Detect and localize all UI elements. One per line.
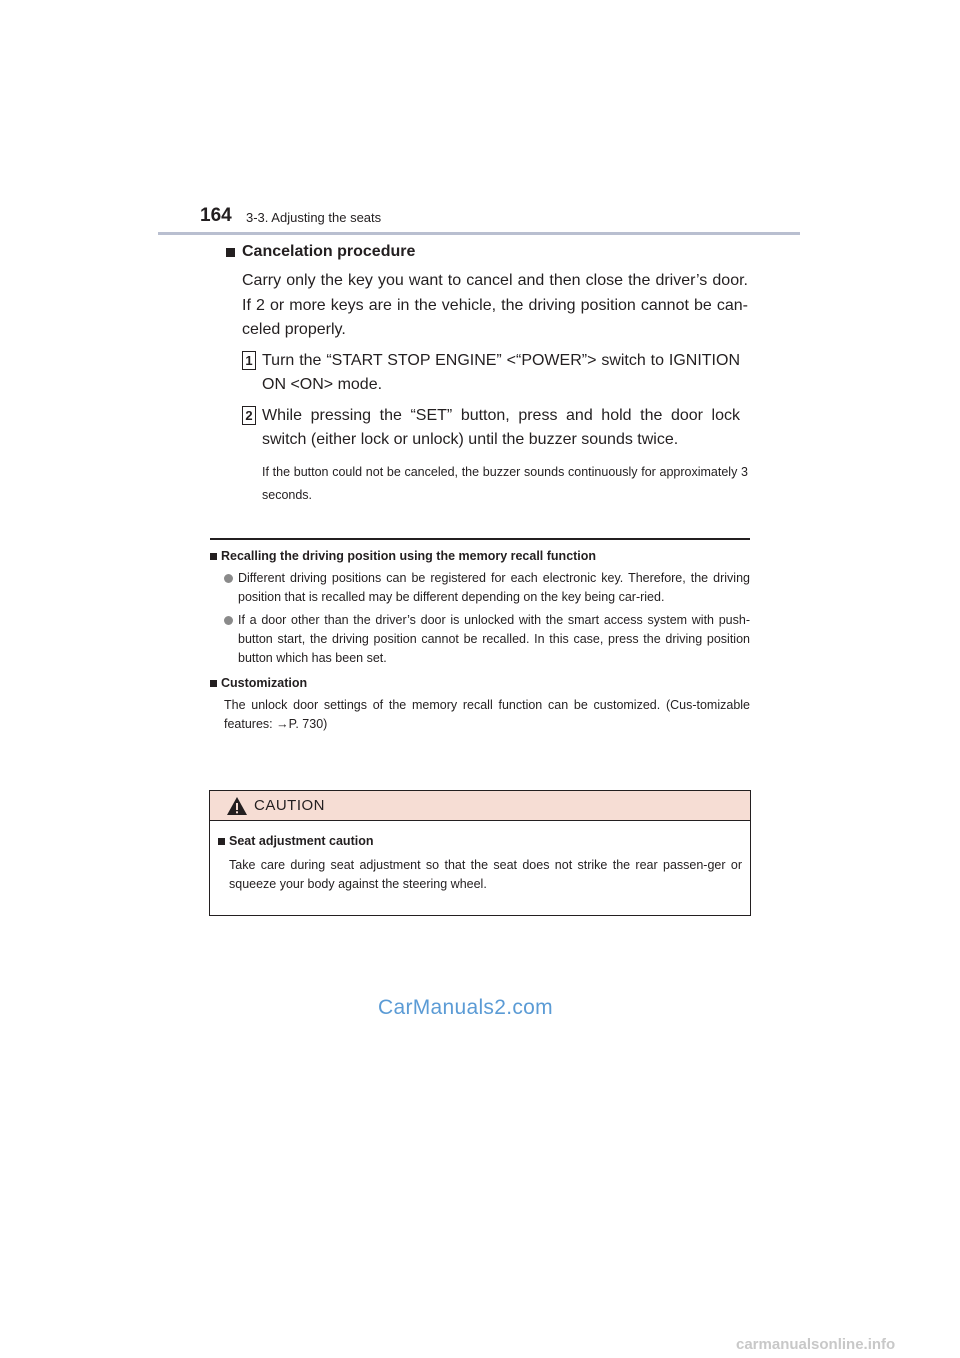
cancelation-heading xyxy=(226,243,748,261)
step-number-2: 2 xyxy=(242,406,256,425)
square-bullet-icon xyxy=(210,680,217,687)
step-note: If the button could not be canceled, the buzzer sounds continuously for approximately 3 seconds. xyxy=(262,464,748,502)
cancelation-intro: Carry only the key you want to cancel and then close the driver’s door. If 2 or more keys are in the vehicle, the driving position cannot be can-celed properly. xyxy=(242,272,748,338)
caution-body xyxy=(210,821,750,894)
section-title: 3-3. Adjusting the seats xyxy=(246,210,382,225)
customization-text: The unlock door settings of the memory recall function can be customized. (Cus-tomizable features: →P. 730) xyxy=(224,698,750,731)
recall-bullet-2 xyxy=(224,611,750,668)
step-2 xyxy=(226,404,748,453)
caution-box xyxy=(209,790,751,916)
customization-heading-text: Customization xyxy=(221,676,308,690)
recall-bullet-text-2: If a door other than the driver’s door is unlocked with the smart access system with push-button start, the driving position cannot be recalled. In this case, press the driving position button which has been set. xyxy=(238,613,750,665)
caution-header xyxy=(210,791,750,821)
step-text-2: While pressing the “SET” button, press and hold the door lock switch (either lock or unlock) until the buzzer sounds twice. xyxy=(262,406,740,448)
caution-heading-text: Seat adjustment caution xyxy=(229,834,374,848)
caution-text: Take care during seat adjustment so that the seat does not strike the rear passen-ger or squeeze your body against the steering wheel. xyxy=(229,858,742,891)
cancelation-heading-text: Cancelation procedure xyxy=(242,243,416,260)
square-bullet-icon xyxy=(226,248,235,257)
square-bullet-icon xyxy=(210,553,217,560)
step-1 xyxy=(226,349,748,398)
page-header xyxy=(200,205,800,235)
notes-section xyxy=(210,549,750,734)
square-bullet-icon xyxy=(218,838,225,845)
customization-heading xyxy=(210,676,750,690)
recall-heading xyxy=(210,549,750,563)
recall-bullet-text-1: Different driving positions can be registered for each electronic key. Therefore, the driving position that is recalled may be different depending on the key being car-ried. xyxy=(238,571,750,604)
step-text-1: Turn the “START STOP ENGINE” <“POWER”> switch to IGNITION ON <ON> mode. xyxy=(262,351,740,393)
caution-label: CAUTION xyxy=(254,797,325,814)
cancelation-section xyxy=(226,243,748,507)
recall-bullet-1 xyxy=(224,569,750,607)
notes-rule xyxy=(210,538,750,540)
watermark-footer: carmanualsonline.info xyxy=(736,1336,896,1353)
caution-heading xyxy=(218,834,742,848)
header-rule xyxy=(158,232,800,235)
watermark-link[interactable]: CarManuals2.com xyxy=(378,996,553,1019)
round-bullet-icon xyxy=(224,574,233,583)
page-number: 164 xyxy=(200,205,232,226)
round-bullet-icon xyxy=(224,616,233,625)
recall-heading-text: Recalling the driving position using the memory recall function xyxy=(221,549,597,563)
step-number-1: 1 xyxy=(242,351,256,370)
warning-triangle-icon xyxy=(226,796,248,816)
